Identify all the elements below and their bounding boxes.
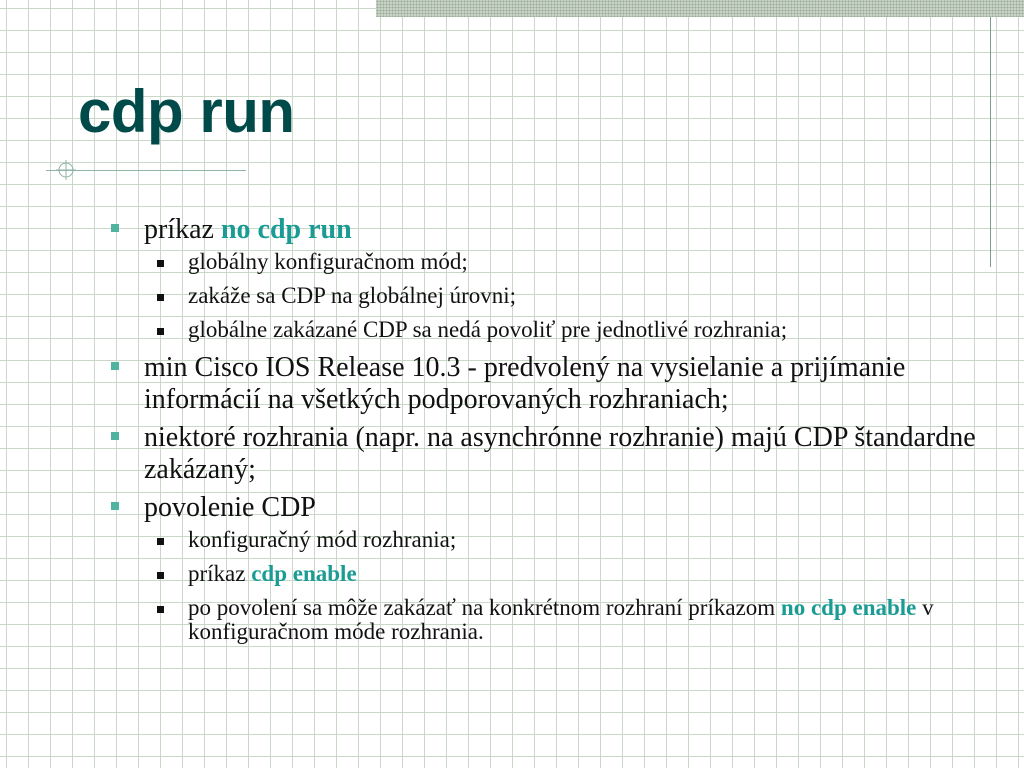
sub-bullet-item	[144, 528, 990, 552]
sub-bullet-text-suffix: v konfiguračnom móde rozhrania.	[188, 595, 934, 644]
square-bullet-icon	[157, 538, 164, 545]
sub-bullet-list	[144, 528, 990, 644]
square-bullet-icon	[157, 572, 164, 579]
bullet-text: min Cisco IOS Release 10.3 - predvolený na vysielanie a prijímanie informácií na všetkých podporovaných rozhraniach;	[144, 352, 906, 415]
sub-bullet-list	[144, 250, 990, 342]
sub-bullet-item	[144, 318, 990, 342]
bullet-item-some-interfaces-disabled	[110, 422, 990, 486]
sub-bullet-text: po povolení sa môže zakázať na konkrétnom rozhraní príkazom	[188, 595, 781, 620]
command-keyword: no cdp enable	[780, 595, 917, 620]
sub-bullet-item	[144, 596, 990, 644]
bullet-item-enable-cdp	[110, 492, 990, 644]
square-bullet-icon	[111, 224, 119, 232]
title-underline	[46, 170, 246, 171]
sub-bullet-text: príkaz	[188, 561, 252, 586]
bullet-text: povolenie CDP	[144, 492, 316, 523]
square-bullet-icon	[111, 362, 119, 370]
square-bullet-icon	[111, 502, 119, 510]
command-keyword: no cdp run	[220, 214, 352, 245]
sub-bullet-text: zakáže sa CDP na globálnej úrovni;	[188, 283, 517, 308]
slide-title: cdp run	[78, 78, 295, 145]
decorative-top-band	[376, 0, 1024, 17]
sub-bullet-text: globálny konfiguračnom mód;	[188, 249, 468, 274]
sub-bullet-text: konfiguračný mód rozhrania;	[188, 527, 457, 552]
bullet-text: niektoré rozhrania (napr. na asynchrónne rozhranie) majú CDP štandardne zakázaný;	[144, 422, 976, 485]
sub-bullet-item	[144, 562, 990, 586]
square-bullet-icon	[157, 328, 164, 335]
sub-bullet-text: globálne zakázané CDP sa nedá povoliť pre jednotlivé rozhrania;	[188, 317, 788, 342]
decorative-right-line	[990, 17, 991, 267]
square-bullet-icon	[157, 606, 164, 613]
square-bullet-icon	[111, 432, 119, 440]
square-bullet-icon	[157, 260, 164, 267]
sub-bullet-item	[144, 250, 990, 274]
sub-bullet-item	[144, 284, 990, 308]
slide-content	[110, 214, 990, 654]
crosshair-icon	[56, 160, 76, 180]
bullet-item-default-enabled	[110, 352, 990, 416]
bullet-list	[110, 214, 990, 644]
bullet-item-prikaz-no-cdp-run	[110, 214, 990, 342]
command-keyword: cdp enable	[251, 561, 357, 586]
square-bullet-icon	[157, 294, 164, 301]
bullet-text: príkaz	[144, 214, 221, 245]
